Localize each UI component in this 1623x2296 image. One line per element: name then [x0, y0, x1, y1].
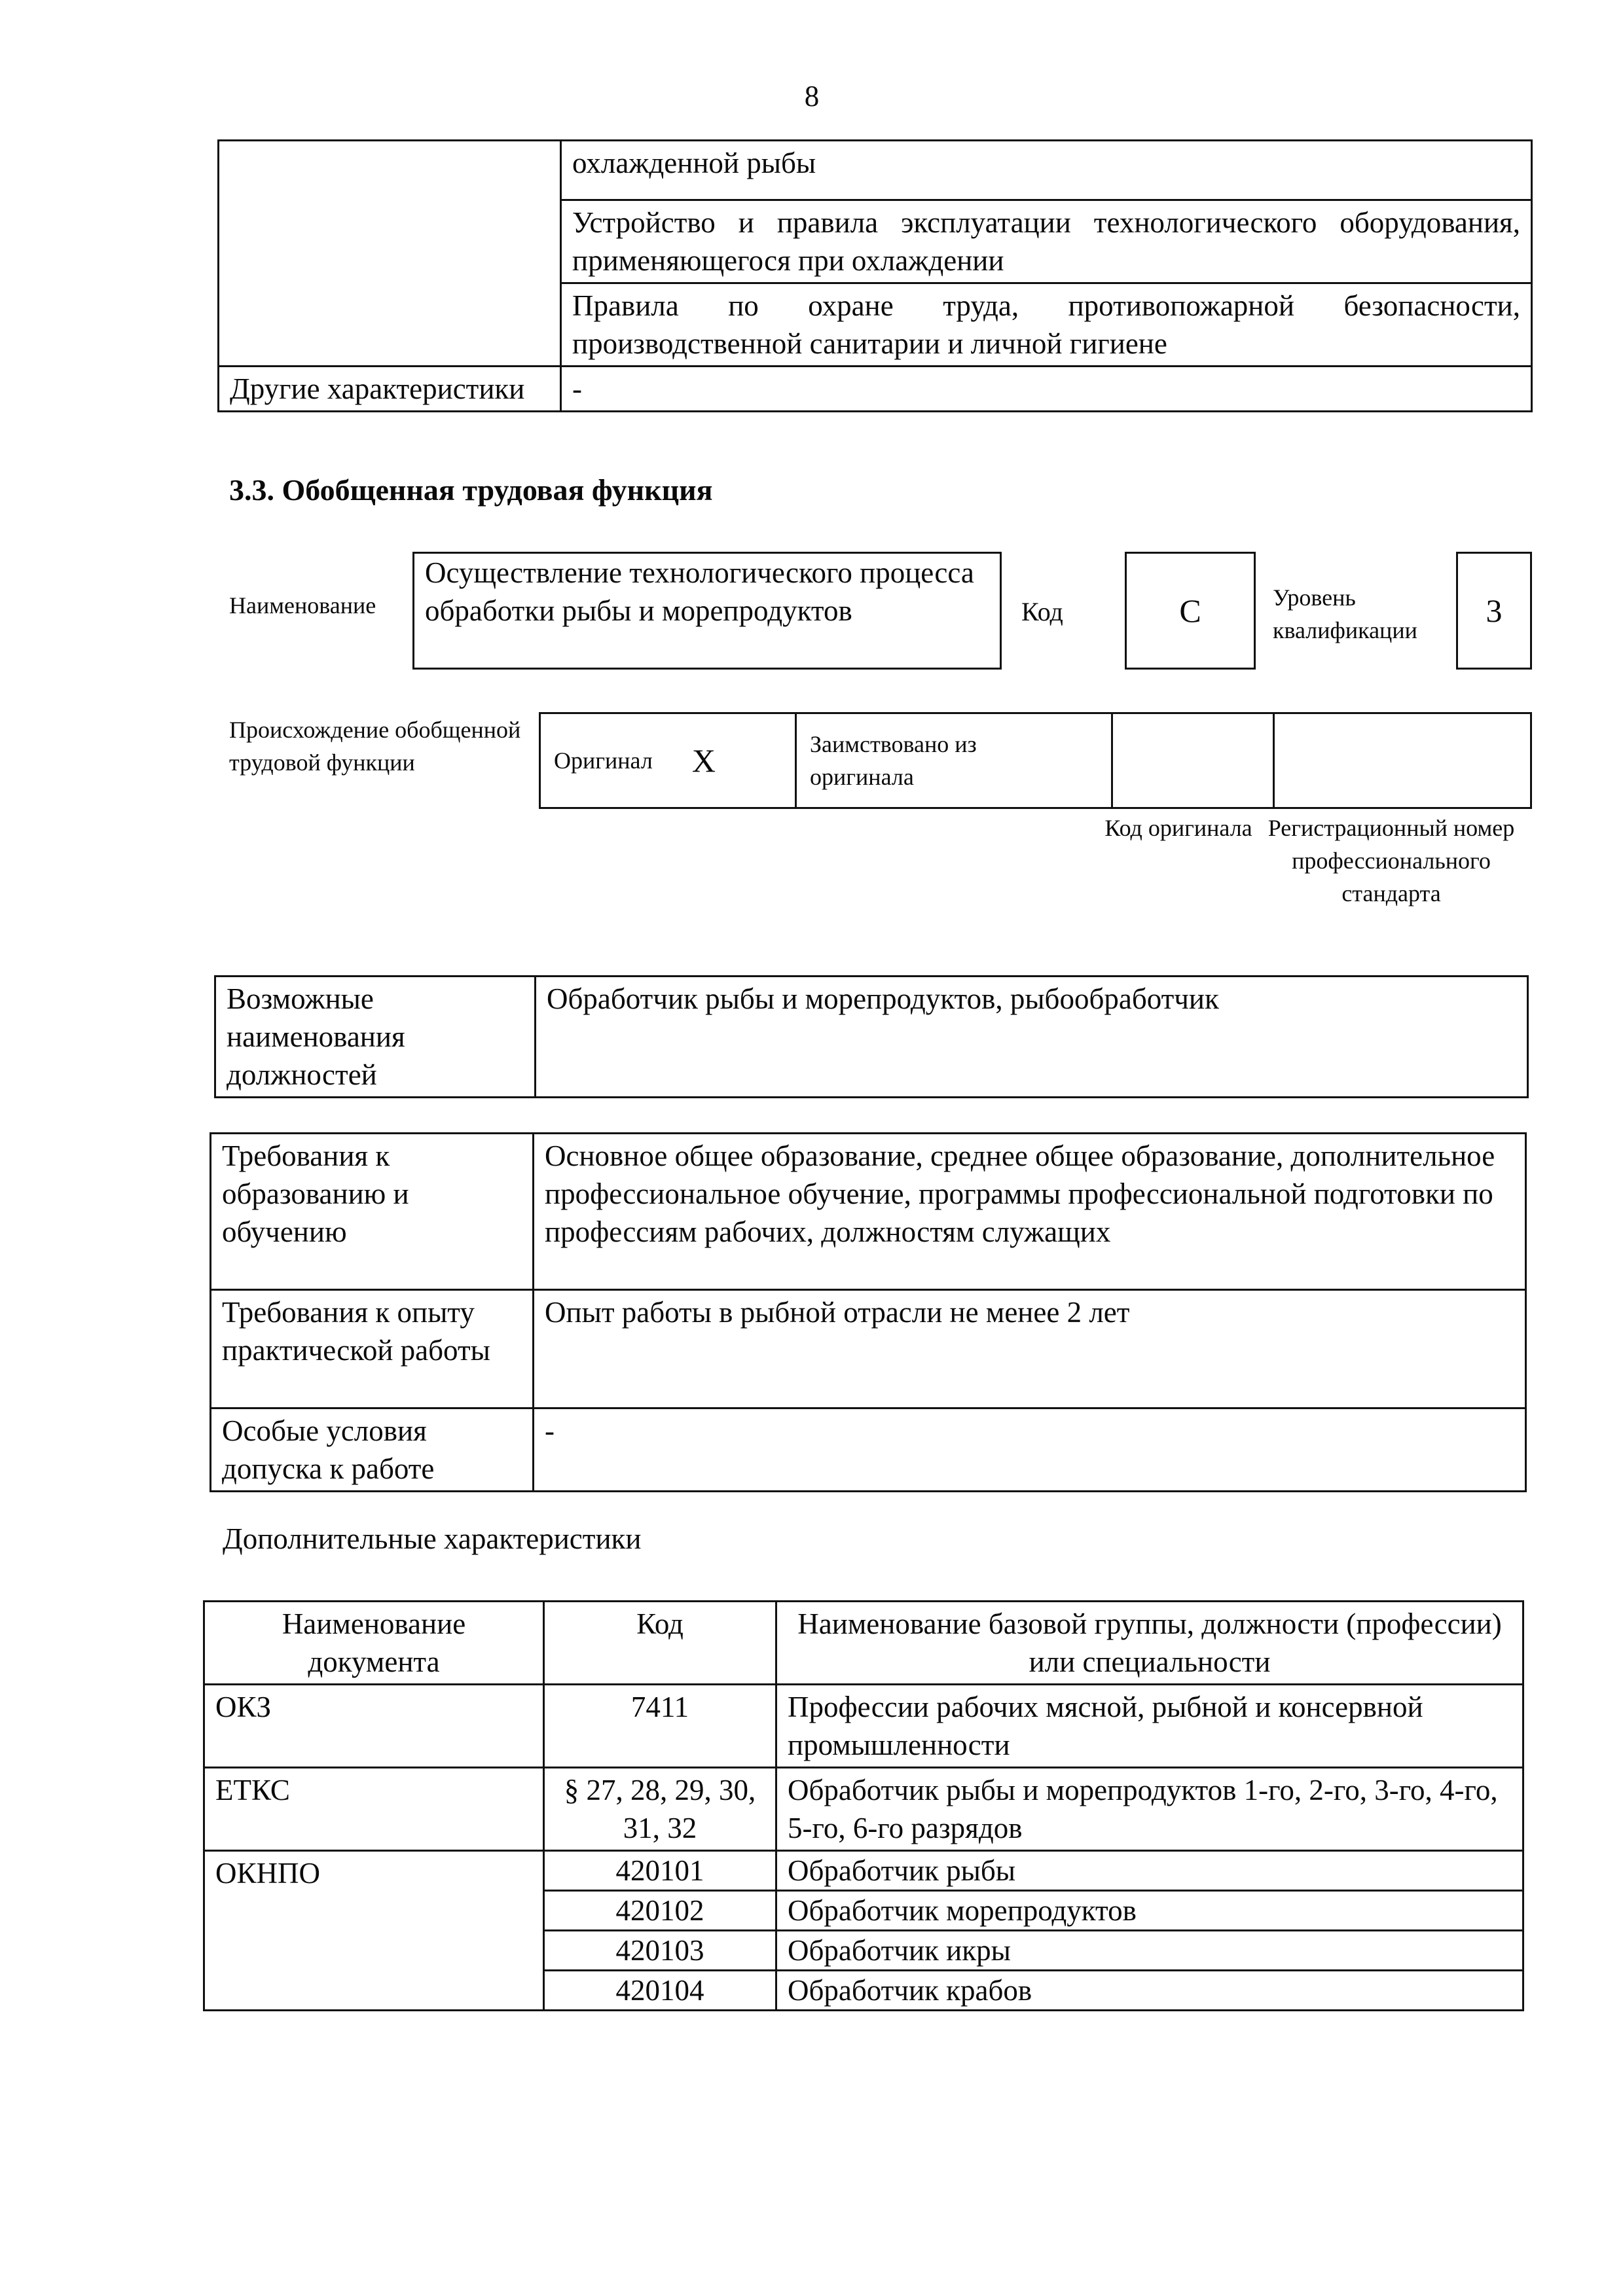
code-original-cell	[1113, 714, 1275, 807]
page-number: 8	[804, 80, 820, 113]
table-cell	[219, 141, 561, 367]
section-title: 3.3. Обобщенная трудовая функция	[229, 473, 713, 507]
top-table	[217, 139, 1533, 412]
table-row	[204, 1685, 1523, 1768]
borrowed-label: Заимствовано из оригинала	[810, 731, 977, 790]
code-label: Код	[1021, 597, 1063, 626]
table-cell: Другие характеристики	[219, 367, 561, 412]
additional-table	[203, 1600, 1524, 2011]
original-mark: X	[691, 742, 716, 779]
code-cell: § 27, 28, 29, 30, 31, 32	[544, 1768, 776, 1851]
header-document: Наименование документа	[204, 1602, 544, 1685]
original-cell	[541, 714, 797, 807]
header-code: Код	[544, 1602, 776, 1685]
level-value: 3	[1486, 592, 1503, 629]
code-cell: 420102	[544, 1891, 776, 1931]
level-box	[1456, 552, 1532, 670]
requirement-label: Требования к опыту практической работы	[211, 1290, 534, 1408]
origin-label: Происхождение обобщенной трудовой функции	[229, 717, 521, 776]
requirement-value: -	[534, 1408, 1526, 1492]
additional-title: Дополнительные характеристики	[223, 1522, 642, 1555]
origin-table	[539, 712, 1532, 809]
name-cell: Обработчик икры	[776, 1931, 1523, 1971]
code-box	[1125, 552, 1256, 670]
requirement-value: Опыт работы в рыбной отрасли не менее 2 лет	[534, 1290, 1526, 1408]
requirement-value: Основное общее образование, среднее общее образование, дополнительное профессиональное обучение, программы профессиональной подготовки по профессиям рабочих, должностям служащих	[534, 1134, 1526, 1290]
reg-number-cell	[1275, 714, 1530, 807]
code-original-caption: Код оригинала	[1104, 815, 1252, 841]
positions-value: Обработчик рыбы и морепродуктов, рыбообработчик	[536, 977, 1528, 1098]
table-row	[219, 367, 1532, 412]
table-row	[215, 977, 1528, 1098]
table-cell: -	[561, 367, 1532, 412]
table-row	[211, 1134, 1526, 1290]
code-cell: 420101	[544, 1851, 776, 1891]
header-name: Наименование базовой группы, должности (профессии) или специальности	[776, 1602, 1523, 1685]
code-cell: 7411	[544, 1685, 776, 1768]
name-label: Наименование	[229, 592, 376, 619]
table-row	[211, 1408, 1526, 1492]
reg-number-caption: Регистрационный номер профессионального стандарта	[1267, 815, 1515, 906]
requirements-table	[210, 1132, 1527, 1492]
doc-cell: ЕТКС	[204, 1768, 544, 1851]
requirement-label: Особые условия допуска к работе	[211, 1408, 534, 1492]
table-cell: Устройство и правила эксплуатации технологического оборудования, применяющегося при охлаждении	[561, 200, 1532, 283]
requirement-label: Требования к образованию и обучению	[211, 1134, 534, 1290]
name-cell: Обработчик рыбы и морепродуктов 1-го, 2-го, 3-го, 4-го, 5-го, 6-го разрядов	[776, 1768, 1523, 1851]
original-label: Оригинал	[554, 747, 653, 774]
table-row	[219, 141, 1532, 200]
positions-label: Возможные наименования должностей	[215, 977, 536, 1098]
table-cell: Правила по охране труда, противопожарной безопасности, производственной санитарии и личной гигиене	[561, 283, 1532, 367]
name-cell: Обработчик морепродуктов	[776, 1891, 1523, 1931]
name-cell: Обработчик рыбы	[776, 1851, 1523, 1891]
table-cell: охлажденной рыбы	[561, 141, 1532, 200]
name-cell: Обработчик крабов	[776, 1971, 1523, 2011]
borrowed-cell	[797, 714, 1113, 807]
doc-cell: ОКЗ	[204, 1685, 544, 1768]
table-row	[204, 1851, 1523, 1891]
doc-cell: ОКНПО	[204, 1851, 544, 2011]
function-name-box	[412, 552, 1002, 670]
function-name: Осуществление технологического процесса обработки рыбы и морепродуктов	[425, 556, 974, 627]
code-cell: 420103	[544, 1931, 776, 1971]
table-row	[204, 1768, 1523, 1851]
code-cell: 420104	[544, 1971, 776, 2011]
table-row	[204, 1602, 1523, 1685]
positions-table	[214, 975, 1529, 1098]
table-row	[211, 1290, 1526, 1408]
level-label: Уровень квалификации	[1273, 584, 1417, 643]
code-value: C	[1179, 592, 1201, 629]
name-cell: Профессии рабочих мясной, рыбной и консервной промышленности	[776, 1685, 1523, 1768]
